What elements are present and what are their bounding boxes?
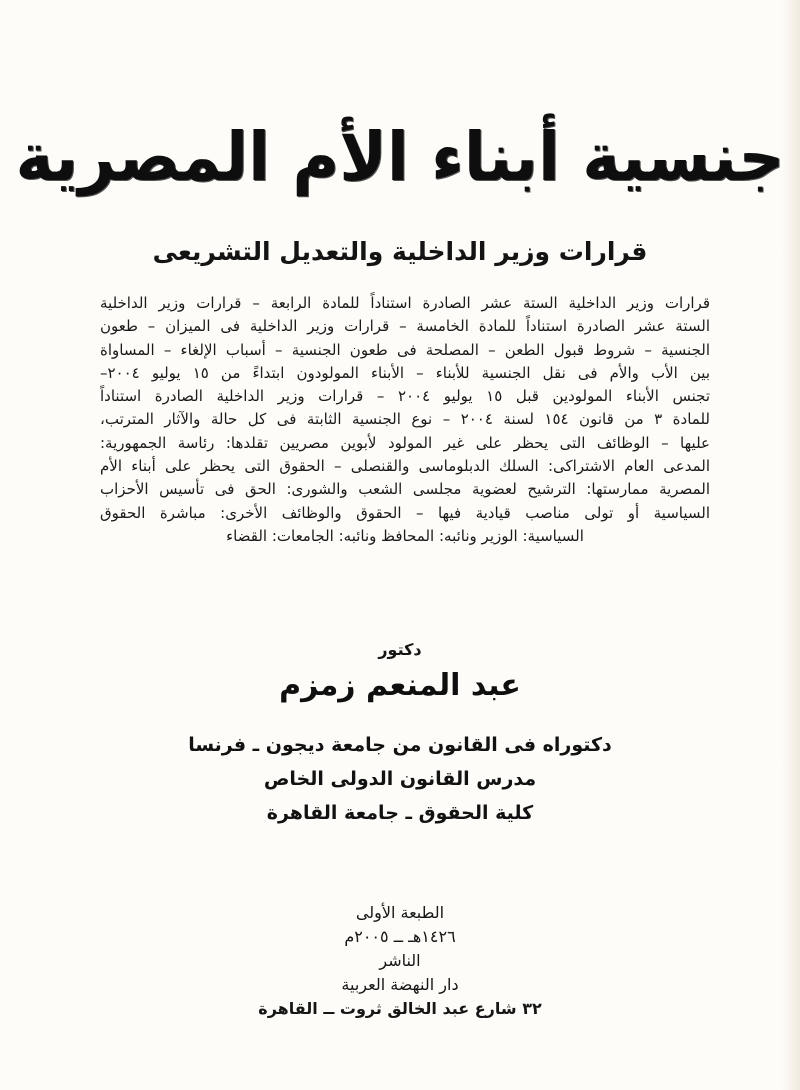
- book-title: جنسية أبناء الأم المصرية: [15, 119, 785, 197]
- summary-line: تجنس الأبناء المولودين قبل ١٥ يوليو ٢٠٠٤ – قرارات وزير الداخلية الصادرة استناداً: [100, 387, 710, 406]
- summary-line: السياسية أو تولى مناصب قيادية فيها – الحقوق والوظائف الأخرى: مباشرة الحقوق: [100, 503, 710, 522]
- publication-date: ١٤٢٦هـ ــ ٢٠٠٥م: [344, 927, 456, 946]
- summary-line: السياسية: الوزير ونائبه: المحافظ ونائبه: الجامعات: القضاء: [226, 526, 584, 545]
- author-title: دكتور: [378, 640, 422, 659]
- author-credential: مدرس القانون الدولى الخاص: [263, 768, 537, 790]
- author-credential: دكتوراه فى القانون من جامعة ديجون ـ فرنسا: [188, 734, 612, 756]
- summary-line: للمادة ٣ من قانون ١٥٤ لسنة ٢٠٠٤ – نوع الجنسية الثابتة فى كل حالة والآثار المترتب،: [100, 410, 710, 429]
- summary-line: قرارات وزير الداخلية الستة عشر الصادرة استناداً للمادة الرابعة – قرارات وزير الداخلية: [100, 294, 710, 312]
- book-subtitle: قرارات وزير الداخلية والتعديل التشريعى: [152, 237, 648, 266]
- author-credential: كلية الحقوق ـ جامعة القاهرة: [266, 802, 534, 824]
- summary-line: الجنسية – شروط قبول الطعن – المصلحة فى طعون الجنسية – أسباب الإلغاء – المساواة: [100, 340, 710, 359]
- author-name: عبد المنعم زمزم: [279, 668, 521, 703]
- publisher-label: الناشر: [379, 951, 421, 970]
- contents-summary: [100, 292, 710, 548]
- publisher-address: ٣٢ شارع عبد الخالق ثروت ــ القاهرة: [258, 999, 542, 1018]
- summary-line: المصرية ممارستها: الترشيح لعضوية مجلسى الشعب والشورى: الحق فى تأسيس الأحزاب: [100, 480, 710, 499]
- summary-line: عليها – الوظائف التى يحظر على غير المولود لأبوين مصريين تقلدها: رئاسة الجمهورية:: [100, 433, 710, 452]
- publisher-name: دار النهضة العربية: [341, 975, 459, 994]
- summary-line: بين الأب والأم فى نقل الجنسية للأبناء – الأبناء المولودون ابتداءً من ١٥ يوليو ٢٠٠٤–: [100, 363, 710, 382]
- summary-line: الستة عشر الصادرة استناداً للمادة الخامسة – قرارات وزير الداخلية فى الميزان – طعون: [100, 317, 710, 336]
- edition: الطبعة الأولى: [355, 903, 445, 922]
- summary-line: المدعى العام الاشتراكى: السلك الدبلوماسى والقنصلى – الحقوق التى يحظر على أبناء الأم: [100, 457, 710, 476]
